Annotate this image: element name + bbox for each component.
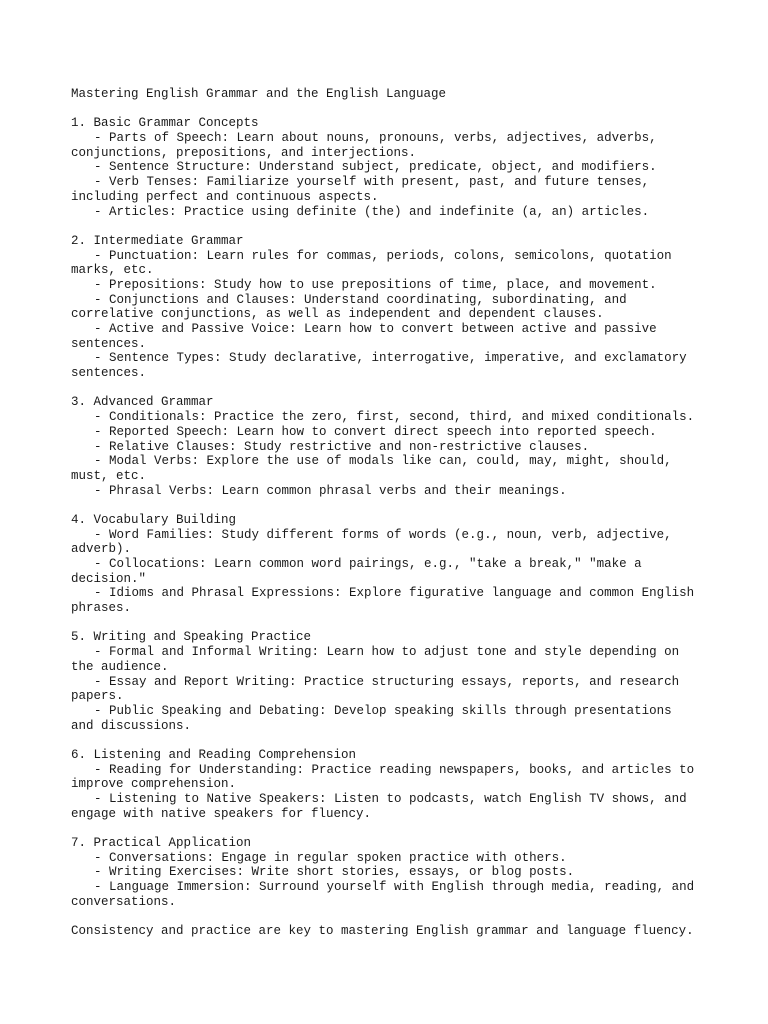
continuation-line: papers. [71,689,124,704]
continuation-line: the audience. [71,659,169,674]
spacer [71,381,721,396]
bullet-item: - Articles: Practice using definite (the) and indefinite (a, an) articles. [94,204,650,219]
section-block [71,513,721,631]
continuation-line: engage with native speakers for fluency. [71,806,372,821]
continuation-line: must, etc. [71,468,147,483]
continuation-line: correlative conjunctions, as well as independent and dependent clauses. [71,307,604,322]
section-block [71,630,721,748]
bullet-item: - Word Families: Study different forms of words (e.g., noun, verb, adjective, [94,527,672,542]
spacer [71,821,721,836]
bullet-item: - Idioms and Phrasal Expressions: Explore figurative language and common English [94,586,695,601]
bullet-item: - Relative Clauses: Study restrictive and non-restrictive clauses. [94,439,590,454]
bullet-item: - Parts of Speech: Learn about nouns, pronouns, verbs, adjectives, adverbs, [94,131,657,146]
document-title: Mastering English Grammar and the English Language [71,87,447,101]
bullet-item: - Active and Passive Voice: Learn how to convert between active and passive [94,322,657,336]
section-block [71,836,721,924]
bullet-item: - Listening to Native Speakers: Listen to podcasts, watch English TV shows, and [94,792,687,806]
bullet-item: - Writing Exercises: Write short stories, essays, or blog posts. [94,865,575,880]
section-block [71,116,721,234]
continuation-line: conversations. [71,894,177,909]
spacer [71,219,721,234]
section-heading: 6. Listening and Reading Comprehension [71,747,357,762]
conclusion-text: Consistency and practice are key to mastering English grammar and language fluency. [71,924,694,939]
bullet-item: - Language Immersion: Surround yourself with English through media, reading, and [94,880,695,895]
bullet-item: - Prepositions: Study how to use prepositions of time, place, and movement. [94,277,657,292]
section-heading: 7. Practical Application [71,836,252,851]
continuation-line: sentences. [71,366,147,381]
section-block [71,748,721,836]
section-block [71,234,721,396]
continuation-line: decision." [71,571,147,586]
bullet-item: - Sentence Types: Study declarative, interrogative, imperative, and exclamatory [94,351,687,366]
continuation-line: and discussions. [71,718,192,733]
continuation-line: phrases. [71,601,132,616]
bullet-item: - Verb Tenses: Familiarize yourself with present, past, and future tenses, [94,175,650,190]
bullet-item: - Reading for Understanding: Practice reading newspapers, books, and articles to [94,762,695,777]
spacer [71,616,721,631]
bullet-item: - Public Speaking and Debating: Develop speaking skills through presentations [94,703,672,718]
document-page [71,87,721,939]
continuation-line: including perfect and continuous aspects. [71,189,379,204]
bullet-item: - Formal and Informal Writing: Learn how to adjust tone and style depending on [94,645,680,660]
bullet-item: - Punctuation: Learn rules for commas, periods, colons, semicolons, quotation [94,248,672,263]
section-heading: 5. Writing and Speaking Practice [71,630,312,645]
spacer [71,733,721,748]
spacer [71,102,721,117]
section-heading: 1. Basic Grammar Concepts [71,116,259,131]
continuation-line: marks, etc. [71,263,154,278]
continuation-line: sentences. [71,336,147,351]
bullet-item: - Modal Verbs: Explore the use of modals like can, could, may, might, should, [94,454,672,469]
bullet-item: - Collocations: Learn common word pairings, e.g., "take a break," "make a [94,557,642,571]
bullet-item: - Conversations: Engage in regular spoken practice with others. [94,850,567,865]
bullet-item: - Phrasal Verbs: Learn common phrasal verbs and their meanings. [94,483,567,498]
bullet-item: - Essay and Report Writing: Practice structuring essays, reports, and research [94,674,680,689]
sections-container [71,116,721,924]
bullet-item: - Sentence Structure: Understand subject, predicate, object, and modifiers. [94,160,657,175]
continuation-line: adverb). [71,542,132,557]
bullet-item: - Conditionals: Practice the zero, first, second, third, and mixed conditionals. [94,410,695,425]
spacer [71,910,721,925]
continuation-line: conjunctions, prepositions, and interjections. [71,145,417,160]
section-heading: 2. Intermediate Grammar [71,233,244,248]
section-block [71,395,721,513]
section-heading: 3. Advanced Grammar [71,395,214,410]
bullet-item: - Conjunctions and Clauses: Understand coordinating, subordinating, and [94,292,627,307]
section-heading: 4. Vocabulary Building [71,512,237,527]
spacer [71,498,721,513]
bullet-item: - Reported Speech: Learn how to convert direct speech into reported speech. [94,424,657,439]
continuation-line: improve comprehension. [71,777,237,792]
